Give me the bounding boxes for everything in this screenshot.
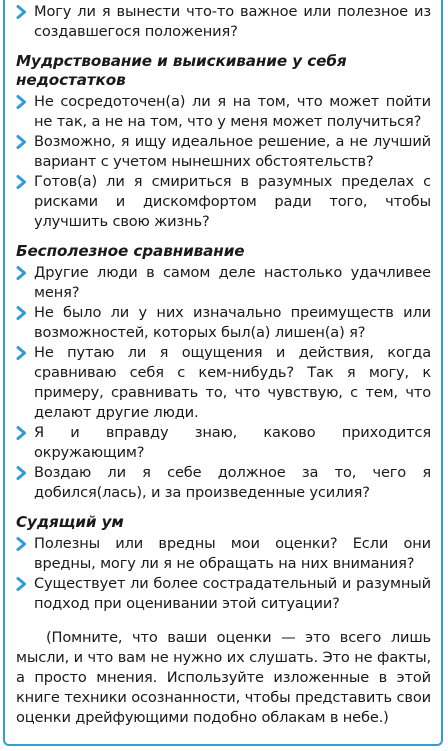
chevron-right-icon — [16, 423, 34, 443]
list-item — [16, 92, 431, 132]
list-item-text: Не было ли у них изначально преимуществ или возможностей, которых был(а) лишен(а) я? — [34, 304, 431, 341]
chevron-right-icon — [16, 2, 34, 22]
section-judging-mind — [16, 513, 431, 614]
list-item-text: Не путаю ли я ощущения и действия, когда сравниваю себя с кем-нибудь? Так я могу, к примеру, сравнивать то, что чувствую, с тем, что делают другие люди. — [34, 344, 431, 421]
list-item — [16, 2, 431, 42]
chevron-right-icon — [16, 574, 34, 594]
chevron-right-icon — [16, 172, 34, 192]
list-item-text: Существует ли более сострадательный и разумный подход при оценивании этой ситуации? — [34, 575, 431, 612]
chevron-right-icon — [16, 534, 34, 554]
section-perfectionism — [16, 52, 431, 232]
list-item-text: Могу ли я вынести что-то важное или полезное из создавшегося положения? — [34, 3, 431, 40]
chevron-right-icon — [16, 132, 34, 152]
list-item-text: Готов(а) ли я смириться в разумных пределах с рисками и дискомфортом ради того, чтобы улучшить свою жизнь? — [34, 173, 431, 230]
list-item — [16, 343, 431, 423]
section-heading: Судящий ум — [16, 513, 124, 531]
list-item — [16, 132, 431, 172]
worksheet-content — [16, 2, 431, 743]
chevron-right-icon — [16, 463, 34, 483]
list-item-text: Другие люди в самом деле настолько удачливее меня? — [34, 264, 431, 301]
list-item-text: Воздаю ли я себе должное за то, чего я добился(лась), и за произведенные усилия? — [34, 464, 431, 501]
list-item — [16, 423, 431, 463]
list-item — [16, 574, 431, 614]
list-item — [16, 463, 431, 503]
list-item-text: Полезны или вредны мои оценки? Если они вредны, могу ли я не обращать на них внимания? — [34, 535, 431, 572]
closing-note: (Помните, что ваши оценки — это всего лишь мысли, и что вам не нужно их слушать. Это не факты, а просто мнения. Используйте изложенные в этой книге техники осознанности, чтобы представить свои оценки дрейфующими подобно облакам в небе.) — [16, 629, 431, 726]
chevron-right-icon — [16, 263, 34, 283]
chevron-right-icon — [16, 303, 34, 323]
list-item — [16, 263, 431, 303]
list-item — [16, 303, 431, 343]
chevron-right-icon — [16, 92, 34, 112]
list-item — [16, 172, 431, 232]
section-comparison — [16, 242, 431, 503]
list-item-text: Не сосредоточен(а) ли я на том, что может пойти не так, а не на том, что у меня может получиться? — [34, 93, 431, 130]
list-item-text: Я и вправду знаю, каково приходится окружающим? — [34, 424, 431, 461]
section-heading: Мудрствование и выискивание у себя недостатков — [16, 52, 347, 89]
list-item-text: Возможно, я ищу идеальное решение, а не лучший вариант с учетом нынешних обстоятельств? — [34, 133, 431, 170]
section-continuation — [16, 2, 431, 42]
chevron-right-icon — [16, 343, 34, 363]
section-heading: Бесполезное сравнивание — [16, 242, 245, 260]
list-item — [16, 534, 431, 574]
